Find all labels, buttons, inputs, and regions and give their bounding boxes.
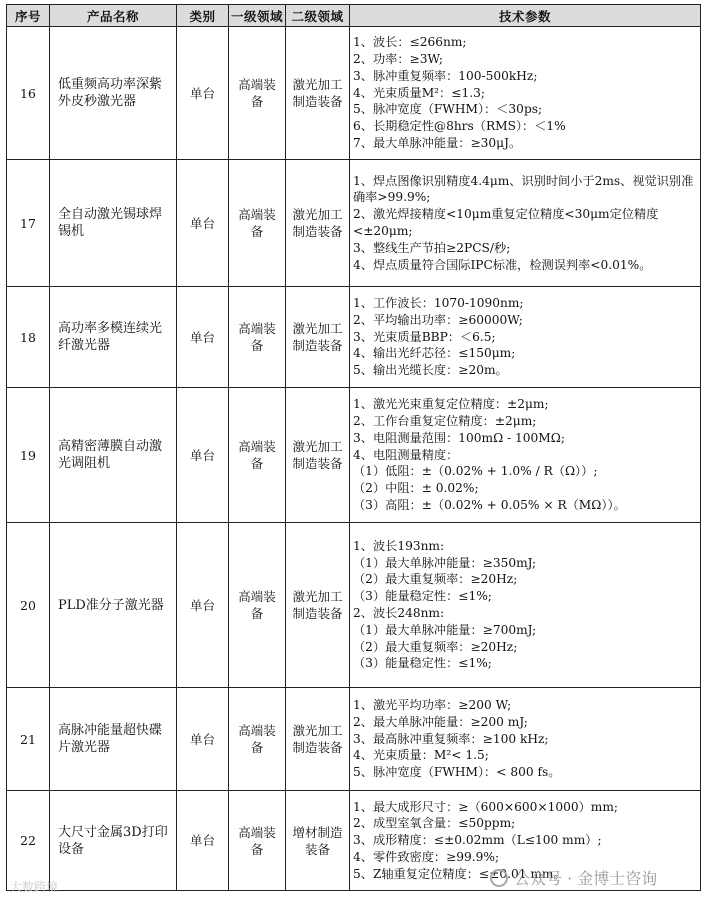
category: 单台 (177, 523, 229, 688)
level1-line: 高端装 (238, 824, 276, 840)
level2-domain (286, 388, 350, 523)
param-line: 4、电阻测量精度： (353, 447, 459, 462)
level1-domain (229, 688, 286, 791)
param-line: 4、输出光纤芯径：≤150μm; (353, 346, 516, 361)
product-name (50, 523, 177, 688)
param-line: 1、激光平均功率：≥200 W; (353, 698, 512, 712)
product-name-line: 高功率多模连续光 (58, 321, 163, 336)
level2-line: 制造装备 (292, 740, 343, 755)
level1-line: 备 (250, 740, 264, 755)
header-level1-domain: 一级领域 (229, 5, 286, 27)
level2-line: 制造装备 (292, 94, 343, 109)
level2-line: 增材制造 (292, 824, 343, 840)
level1-domain (229, 160, 286, 287)
level1-line: 高端装 (238, 589, 276, 604)
level2-domain (286, 523, 350, 688)
level1-line: 备 (250, 224, 264, 239)
product-name-line: 纤激光器 (58, 338, 111, 353)
level2-line: 激光加工 (292, 207, 343, 222)
param-line: 6、长期稳定性@8hrs（RMS）：＜1% (353, 119, 566, 134)
product-name-line: 低重频高功率深紫 (58, 77, 163, 92)
param-line: 1、焊点图像识别精度4.4μm、识别时间小于2ms、视觉识别准确率>99.9%; (353, 173, 694, 205)
row-num: 22 (7, 791, 50, 891)
param-line: 3、最高脉冲重复频率：≥100 kHz; (353, 731, 549, 746)
level1-line: 高端装 (238, 439, 276, 454)
level1-line: 高端装 (238, 321, 276, 336)
param-line: 5、脉冲宽度（FWHM）：＜30ps; (353, 102, 543, 117)
param-line: （3）能量稳定性：≤1%; (353, 656, 492, 671)
level1-domain (229, 791, 286, 891)
param-line: 5、Z轴重复定位精度：≤±0.01 mm。 (353, 866, 566, 881)
param-line: 2、功率：≥3W; (353, 52, 444, 66)
param-line: 3、整线生产节拍≥2PCS/秒; (353, 240, 511, 255)
param-line: 5、输出光缆长度：≥20m。 (353, 363, 508, 378)
header-product-name: 产品名称 (50, 5, 177, 27)
level1-domain (229, 287, 286, 388)
row-num: 16 (7, 27, 50, 160)
level2-domain (286, 27, 350, 160)
param-line: 4、焊点质量符合国际IPC标准，检测误判率<0.01%。 (353, 257, 652, 272)
header-num: 序号 (7, 5, 50, 27)
param-line: 4、光束质量：M²< 1.5; (353, 748, 489, 763)
watermark-right-text: 公众号 · 金博士咨询 (514, 869, 658, 888)
category: 单台 (177, 388, 229, 523)
param-line: （1）最大单脉冲能量：≥350mJ; (353, 555, 537, 570)
product-name-line: 高精密薄膜自动激 (58, 439, 163, 454)
param-line: 1、最大成形尺寸：≥（600×600×1000）mm; (353, 799, 619, 814)
product-name-line: PLD准分子激光器 (58, 597, 164, 613)
product-name (50, 27, 177, 160)
level2-line: 激光加工 (292, 321, 343, 336)
param-line: 4、光束质量M²：≤1.3; (353, 85, 485, 100)
level2-domain (286, 287, 350, 388)
level2-line: 激光加工 (292, 723, 343, 738)
level2-line: 激光加工 (292, 589, 343, 604)
level2-line: 制造装备 (292, 606, 343, 621)
param-line: 2、激光焊接精度<10μm重复定位精度<30μm定位精度<±20μm; (353, 207, 659, 238)
table-row (7, 523, 701, 688)
tech-params (350, 287, 701, 388)
level2-domain (286, 160, 350, 287)
param-line: 2、最大单脉冲能量：≥200 mJ; (353, 714, 528, 729)
param-line: 3、光束质量BBP：＜6.5; (353, 329, 496, 344)
tech-params (350, 688, 701, 791)
level2-domain (286, 688, 350, 791)
product-name-line: 高脉冲能量超快碟 (58, 723, 163, 738)
level1-line: 高端装 (238, 723, 276, 738)
level2-line: 激光加工 (292, 439, 343, 454)
param-line: 1、波长193nm: (353, 538, 445, 553)
table-header-row (7, 5, 701, 27)
product-name-line: 全自动激光锡球焊 (58, 207, 163, 222)
level1-line: 备 (250, 841, 264, 857)
level1-line: 高端装 (238, 207, 276, 222)
level1-line: 备 (250, 456, 264, 471)
param-line: 2、工作台重复定位精度：±2μm; (353, 414, 537, 428)
row-num: 21 (7, 688, 50, 791)
level2-line: 制造装备 (292, 338, 343, 353)
row-num: 18 (7, 287, 50, 388)
category: 单台 (177, 27, 229, 160)
param-line: （3）能量稳定性：≤1%; (353, 589, 492, 604)
param-line: 3、脉冲重复频率：100-500kHz; (353, 68, 538, 83)
param-line: （1）最大单脉冲能量：≥700mJ; (353, 622, 537, 637)
wechat-logo-icon (490, 869, 508, 887)
product-name-line: 片激光器 (58, 740, 111, 755)
param-line: （2）最大重复频率：≥20Hz; (353, 572, 518, 587)
param-line: 4、零件致密度：≥99.9%; (353, 849, 500, 864)
level1-line: 备 (250, 606, 264, 621)
row-num: 19 (7, 388, 50, 523)
product-name-line: 设备 (58, 841, 85, 857)
param-line: 7、最大单脉冲能量：≥30μJ。 (353, 135, 522, 150)
param-line: （3）高阻：±（0.02% + 0.05% × R（MΩ））。 (353, 497, 626, 512)
param-line: （2）中阻：± 0.02%; (353, 481, 479, 496)
product-name (50, 388, 177, 523)
param-line: 1、激光光束重复定位精度：±2μm; (353, 397, 549, 412)
tech-params (350, 27, 701, 160)
tech-params (350, 388, 701, 523)
level1-domain (229, 388, 286, 523)
row-num: 17 (7, 160, 50, 287)
table-row (7, 388, 701, 523)
category: 单台 (177, 791, 229, 891)
level2-line: 制造装备 (292, 224, 343, 239)
tech-spec-table (6, 4, 701, 891)
level1-domain (229, 523, 286, 688)
level2-line: 装备 (304, 841, 330, 857)
product-name (50, 688, 177, 791)
product-name-line: 外皮秒激光器 (58, 94, 137, 109)
param-line: 3、电阻测量范围：100mΩ - 100MΩ; (353, 430, 565, 445)
product-name-line: 光调阻机 (58, 456, 111, 471)
table-row (7, 27, 701, 160)
param-line: 2、成型室氧含量：≤50ppm; (353, 816, 516, 831)
category: 单台 (177, 287, 229, 388)
level1-line: 备 (250, 94, 264, 109)
table-row (7, 287, 701, 388)
param-line: 1、工作波长：1070-1090nm; (353, 296, 524, 310)
product-name (50, 287, 177, 388)
product-name-line: 锡机 (58, 224, 85, 239)
level2-line: 制造装备 (292, 456, 343, 471)
product-name (50, 160, 177, 287)
watermark-left: 大数跨境 (10, 880, 59, 894)
param-line: 3、成形精度：≤±0.02mm（L≤100 mm）; (353, 833, 602, 848)
param-line: （1）低阻：±（0.02% + 1.0% / R（Ω））; (353, 464, 598, 479)
product-name-line: 大尺寸金属3D打印 (58, 824, 168, 840)
param-line: 2、平均输出功率：≥60000W; (353, 312, 523, 327)
table-row (7, 160, 701, 287)
param-line: 1、波长：≤266nm; (353, 35, 467, 50)
tech-params (350, 160, 701, 287)
category: 单台 (177, 688, 229, 791)
category: 单台 (177, 160, 229, 287)
level1-line: 高端装 (238, 77, 276, 92)
level2-domain (286, 791, 350, 891)
header-level2-domain: 二级领域 (286, 5, 350, 27)
param-line: 2、波长248nm: (353, 606, 445, 620)
product-name (50, 791, 177, 891)
header-category: 类别 (177, 5, 229, 27)
level1-line: 备 (250, 338, 264, 353)
tech-params (350, 523, 701, 688)
watermark-right (490, 866, 657, 889)
param-line: 5、脉冲宽度（FWHM）：< 800 fs。 (353, 765, 561, 780)
level2-line: 激光加工 (292, 77, 343, 92)
header-tech-params: 技术参数 (350, 5, 701, 27)
param-line: （2）最大重复频率：≥20Hz; (353, 639, 518, 654)
table-row (7, 688, 701, 791)
level1-domain (229, 27, 286, 160)
row-num: 20 (7, 523, 50, 688)
